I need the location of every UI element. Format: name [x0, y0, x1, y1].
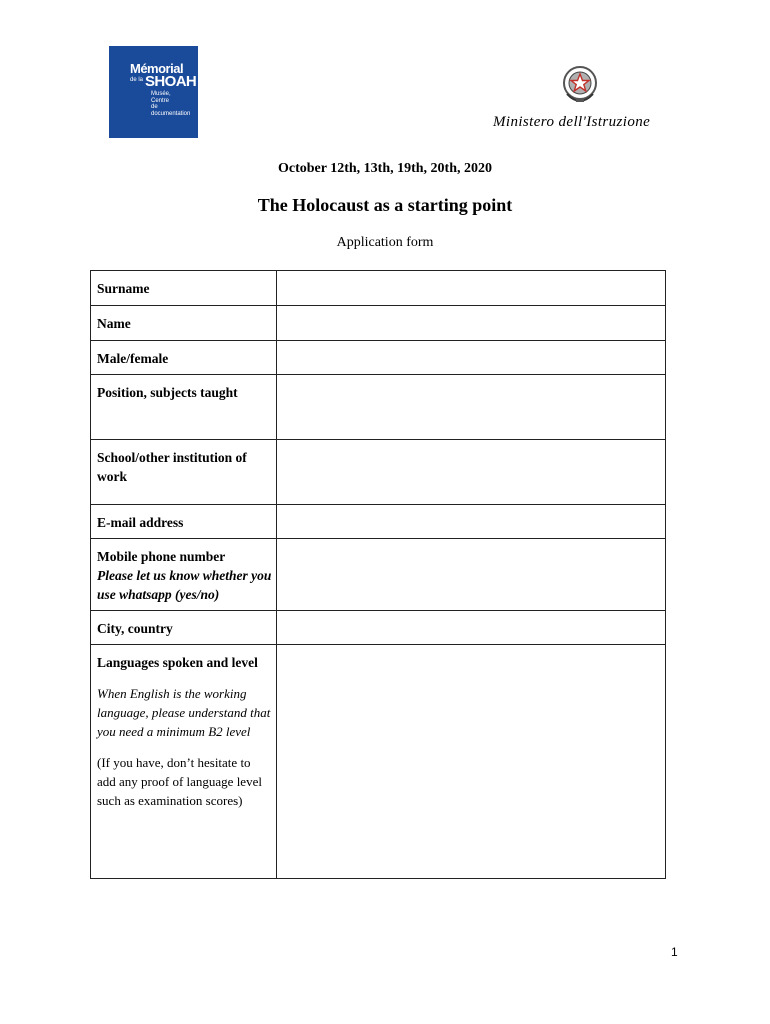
- form-row-city: [91, 611, 666, 645]
- ministry-name: Ministero dell'Istruzione: [493, 114, 651, 130]
- application-form-table: [90, 270, 666, 879]
- name-label: Name: [91, 306, 277, 341]
- logo-text-subtitle: Musée, Centre de documentation: [151, 91, 191, 117]
- event-dates: October 12th, 13th, 19th, 20th, 2020: [277, 161, 493, 176]
- logo-text-shoah: SHOAH: [145, 73, 197, 90]
- position-label: Position, subjects taught: [91, 375, 277, 440]
- form-subtitle: Application form: [336, 235, 434, 250]
- email-field[interactable]: [277, 505, 666, 539]
- city-label: City, country: [91, 611, 277, 645]
- mobile-label: Mobile phone number: [97, 549, 226, 564]
- english-requirement-note: When English is the working language, please understand that you need a minimum B2 level: [97, 686, 271, 739]
- mobile-label-cell: [91, 539, 277, 611]
- form-row-email: [91, 505, 666, 539]
- city-field[interactable]: [277, 611, 666, 645]
- gender-field[interactable]: [277, 341, 666, 375]
- form-row-name: [91, 306, 666, 341]
- mobile-field[interactable]: [277, 539, 666, 611]
- form-row-gender: [91, 341, 666, 375]
- logo-text-memorial: Mémorial: [130, 61, 184, 76]
- email-label: E-mail address: [91, 505, 277, 539]
- language-proof-note: (If you have, don’t hesitate to add any proof of language level such as examination scores): [97, 755, 262, 808]
- page-number: 1: [671, 945, 678, 959]
- form-row-languages: [91, 645, 666, 879]
- italian-republic-emblem-icon: [561, 64, 599, 106]
- logo-text-de-la: de la: [130, 77, 144, 83]
- form-row-school: [91, 440, 666, 505]
- name-field[interactable]: [277, 306, 666, 341]
- gender-label: Male/female: [91, 341, 277, 375]
- surname-field[interactable]: [277, 271, 666, 306]
- languages-field[interactable]: [277, 645, 666, 879]
- page-title: The Holocaust as a starting point: [257, 195, 513, 215]
- school-label: School/other institution of work: [91, 440, 277, 505]
- whatsapp-note: Please let us know whether you use whatsapp (yes/no): [97, 568, 272, 602]
- form-row-position: [91, 375, 666, 440]
- surname-label: Surname: [91, 271, 277, 306]
- school-field[interactable]: [277, 440, 666, 505]
- position-field[interactable]: [277, 375, 666, 440]
- memorial-shoah-logo: [109, 46, 198, 138]
- form-row-surname: [91, 271, 666, 306]
- languages-label-cell: [91, 645, 277, 879]
- form-row-mobile: [91, 539, 666, 611]
- languages-label: Languages spoken and level: [97, 655, 258, 670]
